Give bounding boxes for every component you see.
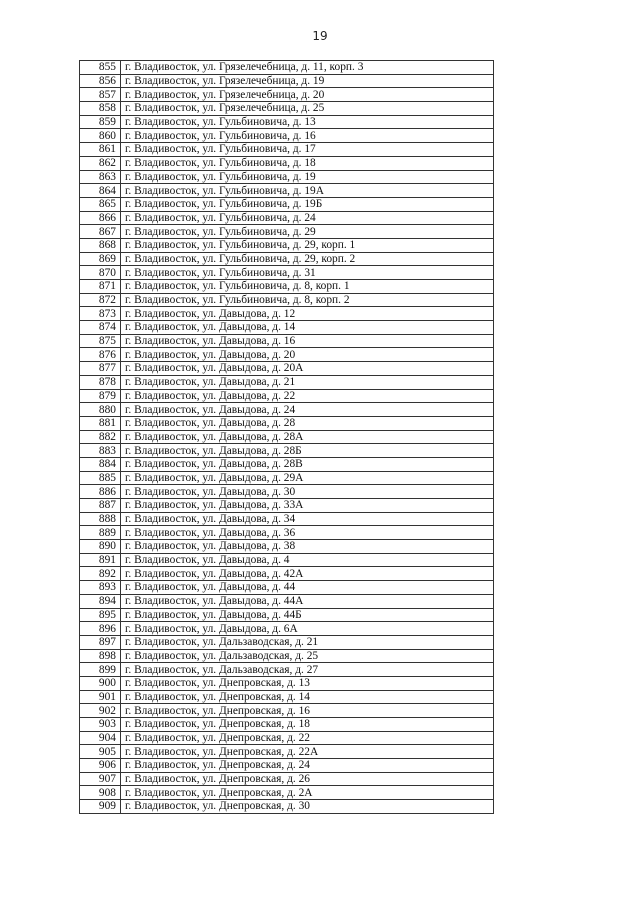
- row-number: 858: [80, 102, 121, 116]
- row-address: г. Владивосток, ул. Днепровская, д. 26: [121, 772, 494, 786]
- row-number: 909: [80, 800, 121, 814]
- row-address: г. Владивосток, ул. Давыдова, д. 29А: [121, 471, 494, 485]
- row-address: г. Владивосток, ул. Гульбиновича, д. 13: [121, 115, 494, 129]
- row-number: 892: [80, 567, 121, 581]
- row-number: 889: [80, 526, 121, 540]
- table-row: [80, 772, 494, 786]
- table-row: [80, 471, 494, 485]
- row-number: 907: [80, 772, 121, 786]
- row-number: 908: [80, 786, 121, 800]
- table-row: [80, 444, 494, 458]
- address-table: [79, 60, 494, 814]
- row-address: г. Владивосток, ул. Днепровская, д. 16: [121, 704, 494, 718]
- row-address: г. Владивосток, ул. Давыдова, д. 30: [121, 485, 494, 499]
- row-number: 900: [80, 676, 121, 690]
- row-number: 891: [80, 553, 121, 567]
- row-address: г. Владивосток, ул. Днепровская, д. 14: [121, 690, 494, 704]
- table-row: [80, 238, 494, 252]
- row-number: 890: [80, 540, 121, 554]
- row-address: г. Владивосток, ул. Гульбиновича, д. 19: [121, 170, 494, 184]
- table-row: [80, 184, 494, 198]
- row-address: г. Владивосток, ул. Давыдова, д. 20: [121, 348, 494, 362]
- row-number: 904: [80, 731, 121, 745]
- table-row: [80, 731, 494, 745]
- row-address: г. Владивосток, ул. Гульбиновича, д. 29, корп. 1: [121, 238, 494, 252]
- table-row: [80, 321, 494, 335]
- row-number: 871: [80, 280, 121, 294]
- row-number: 873: [80, 307, 121, 321]
- row-address: г. Владивосток, ул. Гульбиновича, д. 29: [121, 225, 494, 239]
- table-row: [80, 457, 494, 471]
- row-address: г. Владивосток, ул. Давыдова, д. 16: [121, 334, 494, 348]
- table-row: [80, 567, 494, 581]
- row-number: 868: [80, 238, 121, 252]
- row-number: 855: [80, 61, 121, 75]
- row-number: 894: [80, 594, 121, 608]
- table-row: [80, 348, 494, 362]
- row-address: г. Владивосток, ул. Давыдова, д. 4: [121, 553, 494, 567]
- row-number: 861: [80, 143, 121, 157]
- table-row: [80, 622, 494, 636]
- row-number: 867: [80, 225, 121, 239]
- row-number: 883: [80, 444, 121, 458]
- row-number: 905: [80, 745, 121, 759]
- row-address: г. Владивосток, ул. Гульбиновича, д. 18: [121, 156, 494, 170]
- row-address: г. Владивосток, ул. Гульбиновича, д. 19Б: [121, 197, 494, 211]
- row-address: г. Владивосток, ул. Днепровская, д. 24: [121, 759, 494, 773]
- row-address: г. Владивосток, ул. Давыдова, д. 34: [121, 512, 494, 526]
- row-address: г. Владивосток, ул. Днепровская, д. 30: [121, 800, 494, 814]
- row-address: г. Владивосток, ул. Давыдова, д. 22: [121, 389, 494, 403]
- table-row: [80, 266, 494, 280]
- row-address: г. Владивосток, ул. Давыдова, д. 21: [121, 375, 494, 389]
- row-number: 866: [80, 211, 121, 225]
- row-number: 875: [80, 334, 121, 348]
- row-address: г. Владивосток, ул. Днепровская, д. 22А: [121, 745, 494, 759]
- row-number: 865: [80, 197, 121, 211]
- row-number: 859: [80, 115, 121, 129]
- table-row: [80, 704, 494, 718]
- row-number: 898: [80, 649, 121, 663]
- table-row: [80, 61, 494, 75]
- row-address: г. Владивосток, ул. Грязелечебница, д. 20: [121, 88, 494, 102]
- row-number: 893: [80, 581, 121, 595]
- row-address: г. Владивосток, ул. Давыдова, д. 28В: [121, 457, 494, 471]
- table-row: [80, 375, 494, 389]
- row-number: 895: [80, 608, 121, 622]
- row-address: г. Владивосток, ул. Дальзаводская, д. 25: [121, 649, 494, 663]
- row-address: г. Владивосток, ул. Гульбиновича, д. 19А: [121, 184, 494, 198]
- row-number: 897: [80, 635, 121, 649]
- row-number: 869: [80, 252, 121, 266]
- address-table-body: [80, 61, 494, 814]
- row-number: 880: [80, 403, 121, 417]
- table-row: [80, 307, 494, 321]
- table-row: [80, 143, 494, 157]
- row-number: 881: [80, 416, 121, 430]
- row-number: 872: [80, 293, 121, 307]
- table-row: [80, 115, 494, 129]
- table-row: [80, 745, 494, 759]
- table-row: [80, 416, 494, 430]
- row-number: 879: [80, 389, 121, 403]
- row-address: г. Владивосток, ул. Давыдова, д. 42А: [121, 567, 494, 581]
- row-address: г. Владивосток, ул. Гульбиновича, д. 31: [121, 266, 494, 280]
- table-row: [80, 485, 494, 499]
- row-address: г. Владивосток, ул. Давыдова, д. 24: [121, 403, 494, 417]
- row-number: 864: [80, 184, 121, 198]
- row-number: 902: [80, 704, 121, 718]
- table-row: [80, 800, 494, 814]
- table-row: [80, 280, 494, 294]
- table-row: [80, 225, 494, 239]
- row-address: г. Владивосток, ул. Гульбиновича, д. 29, корп. 2: [121, 252, 494, 266]
- row-address: г. Владивосток, ул. Гульбиновича, д. 17: [121, 143, 494, 157]
- row-address: г. Владивосток, ул. Давыдова, д. 28А: [121, 430, 494, 444]
- row-number: 877: [80, 362, 121, 376]
- row-number: 885: [80, 471, 121, 485]
- row-address: г. Владивосток, ул. Днепровская, д. 18: [121, 718, 494, 732]
- table-row: [80, 649, 494, 663]
- table-row: [80, 594, 494, 608]
- row-number: 882: [80, 430, 121, 444]
- page-number: 19: [312, 29, 328, 43]
- table-row: [80, 718, 494, 732]
- row-address: г. Владивосток, ул. Давыдова, д. 44А: [121, 594, 494, 608]
- table-row: [80, 512, 494, 526]
- table-row: [80, 293, 494, 307]
- table-row: [80, 499, 494, 513]
- row-address: г. Владивосток, ул. Давыдова, д. 36: [121, 526, 494, 540]
- row-address: г. Владивосток, ул. Гульбиновича, д. 8, корп. 1: [121, 280, 494, 294]
- row-address: г. Владивосток, ул. Давыдова, д. 33А: [121, 499, 494, 513]
- table-row: [80, 608, 494, 622]
- row-address: г. Владивосток, ул. Гульбиновича, д. 8, корп. 2: [121, 293, 494, 307]
- row-address: г. Владивосток, ул. Гульбиновича, д. 16: [121, 129, 494, 143]
- row-number: 887: [80, 499, 121, 513]
- table-row: [80, 430, 494, 444]
- table-row: [80, 88, 494, 102]
- table-row: [80, 334, 494, 348]
- row-number: 886: [80, 485, 121, 499]
- row-number: 876: [80, 348, 121, 362]
- table-row: [80, 676, 494, 690]
- row-address: г. Владивосток, ул. Давыдова, д. 6А: [121, 622, 494, 636]
- row-number: 906: [80, 759, 121, 773]
- table-row: [80, 581, 494, 595]
- row-number: 874: [80, 321, 121, 335]
- table-row: [80, 759, 494, 773]
- table-row: [80, 663, 494, 677]
- row-address: г. Владивосток, ул. Днепровская, д. 13: [121, 676, 494, 690]
- row-address: г. Владивосток, ул. Днепровская, д. 2А: [121, 786, 494, 800]
- row-number: 903: [80, 718, 121, 732]
- row-number: 899: [80, 663, 121, 677]
- table-row: [80, 553, 494, 567]
- row-address: г. Владивосток, ул. Давыдова, д. 38: [121, 540, 494, 554]
- row-number: 860: [80, 129, 121, 143]
- table-row: [80, 170, 494, 184]
- row-address: г. Владивосток, ул. Грязелечебница, д. 19: [121, 74, 494, 88]
- row-number: 863: [80, 170, 121, 184]
- table-row: [80, 211, 494, 225]
- row-number: 878: [80, 375, 121, 389]
- row-number: 884: [80, 457, 121, 471]
- row-address: г. Владивосток, ул. Давыдова, д. 28Б: [121, 444, 494, 458]
- table-row: [80, 786, 494, 800]
- table-row: [80, 403, 494, 417]
- row-address: г. Владивосток, ул. Грязелечебница, д. 25: [121, 102, 494, 116]
- table-row: [80, 540, 494, 554]
- table-row: [80, 526, 494, 540]
- table-row: [80, 129, 494, 143]
- table-row: [80, 197, 494, 211]
- row-address: г. Владивосток, ул. Давыдова, д. 44: [121, 581, 494, 595]
- row-number: 857: [80, 88, 121, 102]
- row-number: 901: [80, 690, 121, 704]
- table-row: [80, 362, 494, 376]
- row-address: г. Владивосток, ул. Днепровская, д. 22: [121, 731, 494, 745]
- table-row: [80, 74, 494, 88]
- row-address: г. Владивосток, ул. Давыдова, д. 28: [121, 416, 494, 430]
- row-address: г. Владивосток, ул. Давыдова, д. 44Б: [121, 608, 494, 622]
- table-row: [80, 635, 494, 649]
- table-row: [80, 252, 494, 266]
- table-row: [80, 102, 494, 116]
- row-address: г. Владивосток, ул. Дальзаводская, д. 21: [121, 635, 494, 649]
- row-address: г. Владивосток, ул. Давыдова, д. 20А: [121, 362, 494, 376]
- table-row: [80, 156, 494, 170]
- table-row: [80, 690, 494, 704]
- row-address: г. Владивосток, ул. Гульбиновича, д. 24: [121, 211, 494, 225]
- row-number: 870: [80, 266, 121, 280]
- row-address: г. Владивосток, ул. Давыдова, д. 12: [121, 307, 494, 321]
- row-number: 888: [80, 512, 121, 526]
- row-number: 856: [80, 74, 121, 88]
- row-number: 896: [80, 622, 121, 636]
- row-address: г. Владивосток, ул. Давыдова, д. 14: [121, 321, 494, 335]
- row-number: 862: [80, 156, 121, 170]
- table-row: [80, 389, 494, 403]
- row-address: г. Владивосток, ул. Грязелечебница, д. 11, корп. 3: [121, 61, 494, 75]
- row-address: г. Владивосток, ул. Дальзаводская, д. 27: [121, 663, 494, 677]
